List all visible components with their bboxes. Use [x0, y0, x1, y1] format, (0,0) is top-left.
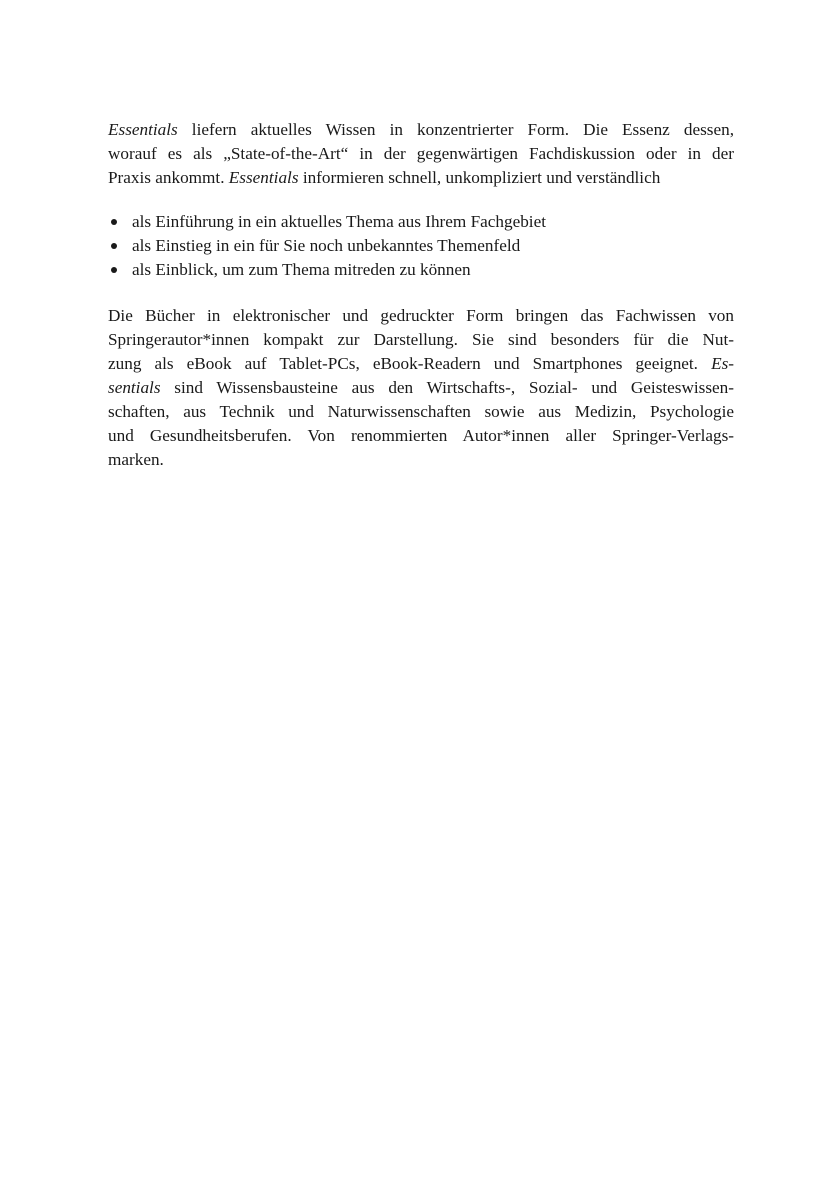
bullet-item	[108, 234, 734, 258]
books-line-6: und Gesundheitsberufen. Von renommierten Autor*innen aller Springer-Verlags-	[108, 426, 734, 445]
intro-line-1-text: liefern aktuelles Wissen in konzentrierter Form. Die Essenz dessen,	[177, 120, 734, 139]
books-essentials-term-end: sentials	[108, 378, 161, 397]
page-content	[108, 118, 734, 472]
intro-line-3-text: informieren schnell, unkompliziert und verständlich	[298, 168, 661, 187]
intro-line-1	[108, 118, 734, 142]
bullet-text: als Einblick, um zum Thema mitreden zu können	[132, 260, 471, 279]
books-paragraph	[108, 304, 734, 472]
books-line-4-text: sind Wissensbausteine aus den Wirtschafts-, Sozial- und Geisteswissen-	[160, 378, 734, 397]
bullet-icon	[111, 219, 117, 225]
intro-line-2: worauf es als „State-of-the-Art“ in der gegenwärtigen Fachdiskussion oder in der	[108, 144, 734, 163]
books-line-2: Springerautor*innen kompakt zur Darstellung. Sie sind besonders für die Nut-	[108, 330, 734, 349]
bullet-item	[108, 258, 734, 282]
books-essentials-term-start: Es-	[711, 354, 734, 373]
books-line-4	[108, 376, 734, 400]
books-line-7: marken.	[108, 450, 164, 469]
bullet-item	[108, 210, 734, 234]
bullet-list	[108, 210, 734, 282]
intro-line-3	[108, 166, 734, 190]
bullet-text: als Einführung in ein aktuelles Thema aus Ihrem Fachgebiet	[132, 212, 546, 231]
intro-essentials-term: Essentials	[108, 120, 178, 139]
books-line-5: schaften, aus Technik und Naturwissenschaften sowie aus Medizin, Psychologie	[108, 402, 734, 421]
intro-paragraph	[108, 118, 734, 190]
bullet-icon	[111, 243, 117, 249]
intro-essentials-term-2: Essentials	[228, 168, 299, 187]
books-line-3	[108, 352, 734, 376]
books-line-1: Die Bücher in elektronischer und gedruckter Form bringen das Fachwissen von	[108, 306, 734, 325]
bullet-icon	[111, 267, 117, 273]
intro-line-3-prefix: Praxis ankommt.	[108, 168, 229, 187]
bullet-text: als Einstieg in ein für Sie noch unbekanntes Themenfeld	[132, 236, 521, 255]
books-line-3-text: zung als eBook auf Tablet-PCs, eBook-Readern und Smartphones geeignet.	[108, 354, 712, 373]
